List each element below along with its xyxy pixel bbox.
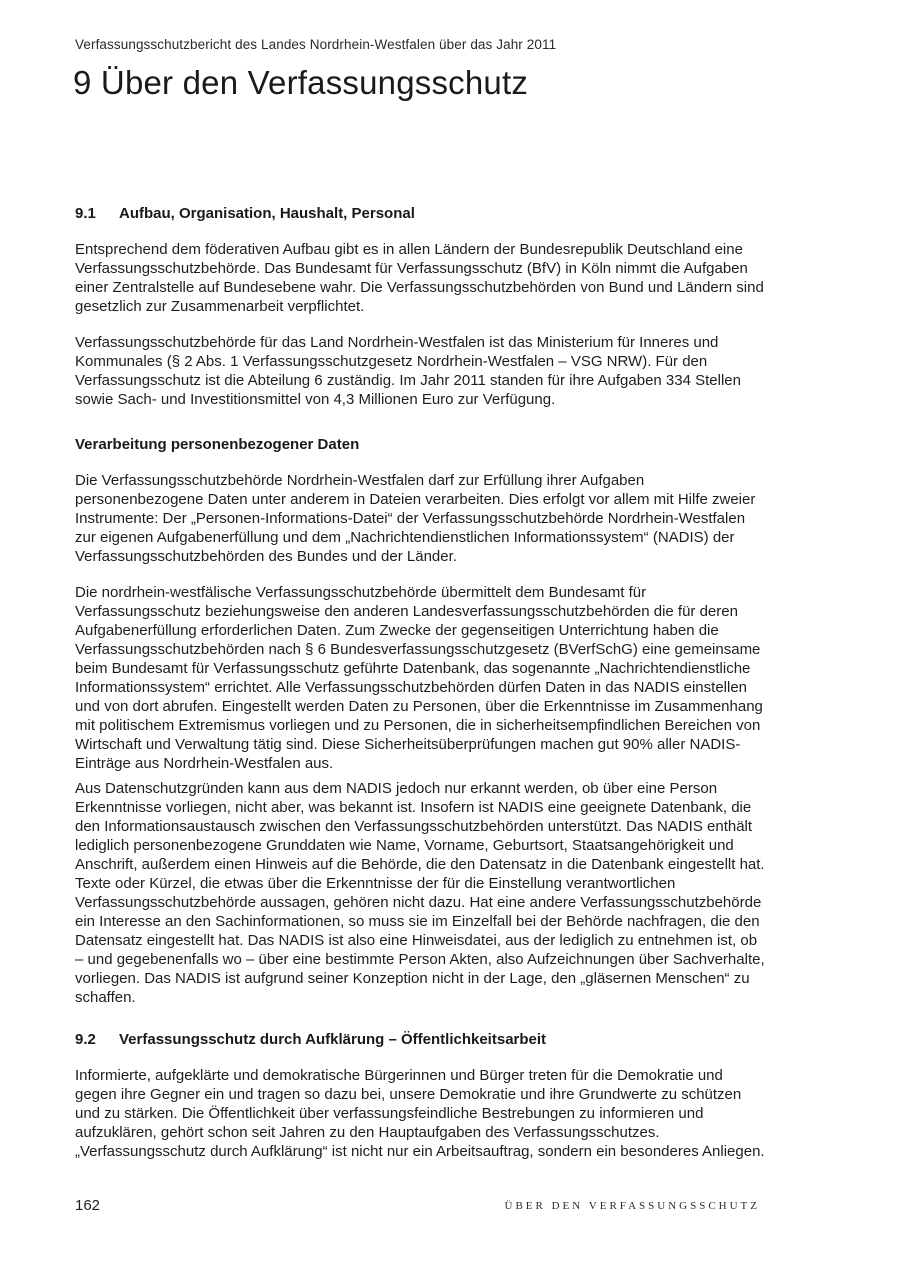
section-heading — [75, 1031, 765, 1049]
subsection-heading-block — [75, 436, 765, 454]
section-9-1-heading-block — [75, 205, 765, 223]
paragraph: Entsprechend dem föderativen Aufbau gibt es in allen Ländern der Bundesrepublik Deutschland eine Verfassungsschutzbehörde. Das Bundesamt für Verfassungsschutz (BfV) in Köln nimmt die Aufgaben einer Zentralstelle auf Bundesebene wahr. Die Verfassungsschutzbehörden von Bund und Ländern sind gesetzlich zur Zusammenarbeit verpflichtet. — [75, 241, 764, 315]
subsection-paragraph-2 — [75, 583, 765, 773]
paragraph: Die nordrhein-westfälische Verfassungsschutzbehörde übermittelt dem Bundesamt für Verfassungsschutz beziehungsweise den anderen Landesverfassungsschutzbehörden die für deren Aufgabenerfüllung erforderlichen Daten. Zum Zwecke der gegenseitigen Unterrichtung haben die Verfassungsschutzbehörden nach § 6 Bundesverfassungsschutzgesetz (BVerfSchG) eine gemeinsame beim Bundesamt für Verfassungsschutz geführte Datenbank, das sogenannte „Nachrichtendienstliche Informationssystem“ errichtet. Alle Verfassungsschutzbehörden dürfen Daten in das NADIS einstellen und von dort abrufen. Eingestellt werden Daten zu Personen, über die Erkenntnisse im Zusammenhang mit politischem Extremismus vorliegen und zu Personen, die in sicherheitsempfindlichen Bereichen von Wirtschaft und Verwaltung tätig sind. Diese Sicherheitsüberprüfungen machen gut 90% aller NADIS-Einträge aus Nordrhein-Westfalen aus. — [75, 584, 763, 772]
section-title: Verfassungsschutz durch Aufklärung – Öffentlichkeitsarbeit — [119, 1031, 547, 1048]
paragraph: Informierte, aufgeklärte und demokratische Bürgerinnen und Bürger treten für die Demokratie und gegen ihre Gegner ein und tragen so dazu bei, unsere Demokratie und ihre Grundwerte zu schützen und zu stärken. Die Öffentlichkeit über verfassungsfeindliche Bestrebungen zu informieren und aufzuklären, gehört schon seit Jahren zu den Hauptaufgaben des Verfassungsschutzes. „Verfassungsschutz durch Aufklärung“ ist nicht nur ein Arbeitsauftrag, sondern ein besonderes Anliegen. — [75, 1067, 765, 1160]
paragraph: Verfassungsschutzbehörde für das Land Nordrhein-Westfalen ist das Ministerium für Inneres und Kommunales (§ 2 Abs. 1 Verfassungsschutzgesetz Nordrhein-Westfalen – VSG NRW). Für den Verfassungsschutz ist die Abteilung 6 zuständig. Im Jahr 2011 standen für ihre Aufgaben 334 Stellen sowie Sach- und Investitionsmittel von 4,3 Millionen Euro zur Verfügung. — [75, 334, 741, 408]
running-header: Verfassungsschutzbericht des Landes Nordrhein-Westfalen über das Jahr 2011 — [75, 37, 557, 52]
section-9-2-paragraph-1 — [75, 1066, 765, 1161]
paragraph: Aus Datenschutzgründen kann aus dem NADIS jedoch nur erkannt werden, ob über eine Person Erkenntnisse vorliegen, nicht aber, was bekannt ist. Insofern ist NADIS eine geeignete Datenbank, die den Informationsaustausch zwischen den Verfassungsschutzbehörden unterstützt. Das NADIS enthält lediglich personenbezogene Grunddaten wie Name, Vorname, Geburtsort, Staatsangehörigkeit und Anschrift, außerdem einen Hinweis auf die Behörde, die den Datensatz in die Datenbank eingestellt hat. Texte oder Kürzel, die etwas über die Erkenntnisse der für die Einstellung verantwortlichen Verfassungsschutzbehörde aussagen, gehören nicht dazu. Hat eine andere Verfassungsschutzbehörde ein Interesse an den Sachinformationen, so muss sie im Einzelfall bei der Behörde nachfragen, die den Datensatz eingestellt hat. Das NADIS ist also eine Hinweisdatei, aus der lediglich zu entnehmen ist, ob – und gegebenenfalls wo – über eine bestimmte Person Akten, also Aufzeichnungen über Sachverhalte, vorliegen. Das NADIS ist aufgrund seiner Konzeption nicht in der Lage, den „gläsernen Menschen“ zu schaffen. — [75, 780, 765, 1006]
section-9-1-paragraph-1 — [75, 240, 765, 316]
subsection-title: Verarbeitung personenbezogener Daten — [75, 436, 360, 453]
chapter-title: 9 Über den Verfassungsschutz — [73, 64, 529, 101]
section-number: 9.2 — [75, 1031, 96, 1048]
section-9-2-heading-block — [75, 1031, 765, 1049]
section-title: Aufbau, Organisation, Haushalt, Personal — [119, 205, 415, 222]
section-number: 9.1 — [75, 205, 96, 222]
section-heading — [75, 205, 765, 223]
section-9-1-paragraph-2 — [75, 333, 765, 409]
subsection-paragraph-1 — [75, 471, 765, 566]
page-number: 162 — [75, 1197, 101, 1214]
paragraph: Die Verfassungsschutzbehörde Nordrhein-Westfalen darf zur Erfüllung ihrer Aufgaben personenbezogene Daten unter anderem in Dateien verarbeiten. Dies erfolgt vor allem mit Hilfe zweier Instrumente: Der „Personen-Informations-Datei“ der Verfassungsschutzbehörde Nordrhein-Westfalen zur eigenen Aufgabenerfüllung und dem „Nachrichtendienstlichen Informationssystem“ (NADIS) der Verfassungsschutzbehörden des Bundes und der Länder. — [75, 472, 756, 565]
footer-running-title: ÜBER DEN VERFASSUNGSSCHUTZ — [504, 1200, 760, 1212]
subsection-paragraph-3 — [75, 779, 765, 1007]
